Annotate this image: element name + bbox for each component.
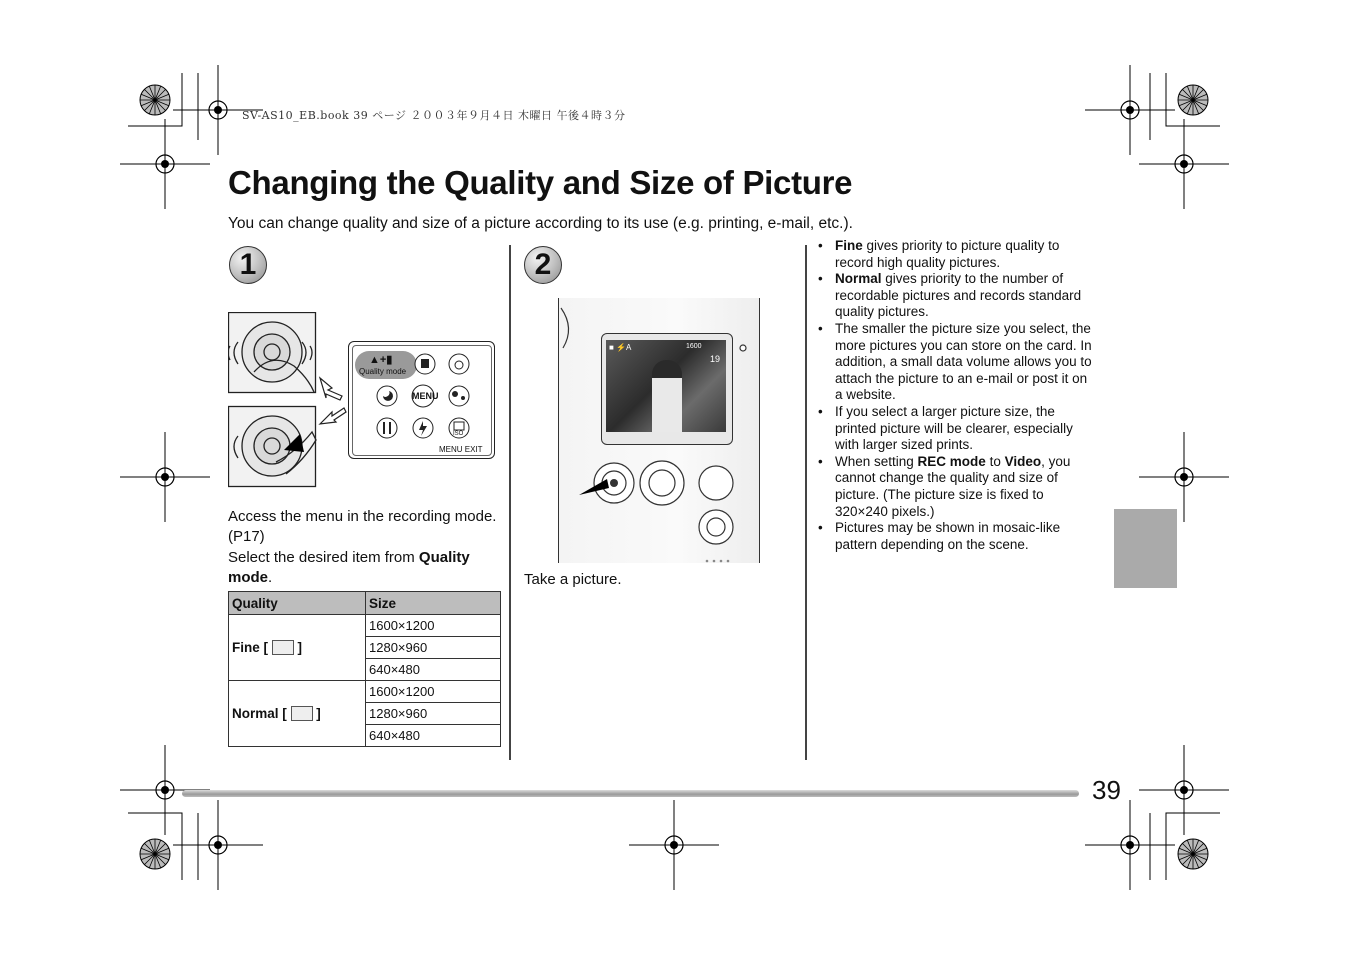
normal-quality-icon: [291, 706, 313, 721]
quality-size-table: [228, 591, 501, 747]
size-cell: 1600×1200: [366, 615, 501, 637]
column-divider-2: [805, 245, 807, 760]
size-cell: 1280×960: [366, 637, 501, 659]
step-1-caption-1: Access the menu in the recording mode. (P17): [228, 508, 497, 545]
notes-list: [818, 238, 1093, 553]
page-number: 39: [1092, 775, 1121, 805]
camera-illustration: [558, 298, 760, 563]
menu-icon-grid: [349, 342, 496, 460]
footer-bar: [182, 790, 1079, 797]
step-2-badge: [524, 246, 562, 284]
quality-mode-term: Quality mode: [228, 549, 470, 586]
table-header-size: Size: [366, 592, 501, 615]
menu-screen: [348, 341, 495, 459]
section-thumb-tab: [1114, 509, 1177, 588]
table-row: [229, 681, 501, 703]
iso-icon-label: ISO: [453, 431, 464, 437]
list-item: • Normal gives priority to the number of recordable pictures and records standard quality pictures.: [818, 271, 1093, 321]
camera-mode-icon: ■ ⚡A: [609, 343, 632, 352]
print-header: SV-AS10_EB.book 39 ページ ２００３年９月４日 木曜日 午後４時３分: [242, 109, 626, 122]
step-1-number: 1: [239, 248, 257, 281]
intro-text: You can change quality and size of a picture according to its use (e.g. printing, e-mail, etc.).: [228, 215, 853, 232]
quality-mode-label: Quality mode: [359, 367, 407, 376]
size-cell: 640×480: [366, 659, 501, 681]
step-1-badge: [229, 246, 267, 284]
menu-icon-label: MENU: [412, 391, 439, 401]
list-item: • Pictures may be shown in mosaic-like pattern depending on the scene.: [818, 520, 1093, 553]
joystick-illustration: [228, 312, 348, 488]
table-row: [229, 615, 501, 637]
fine-quality-icon: [272, 640, 294, 655]
page-title: Changing the Quality and Size of Picture: [228, 164, 853, 201]
lcd-size-readout: 1600: [686, 343, 702, 350]
size-cell: 1600×1200: [366, 681, 501, 703]
quality-normal-cell: Normal [ ]: [229, 681, 366, 747]
list-item: • When setting REC mode to Video, you cannot change the quality and size of picture. (The picture size is fixed to 320×240 pixels.): [818, 454, 1093, 520]
quality-fine-cell: Fine [ ]: [229, 615, 366, 681]
column-divider-1: [509, 245, 511, 760]
list-item: • The smaller the picture size you select, the more pictures you can store on the card. In addition, a small data volume allows you to attach the picture to an e-mail or post it on a website.: [818, 321, 1093, 404]
menu-exit-label: MENU EXIT: [439, 445, 483, 454]
size-cell: 1280×960: [366, 703, 501, 725]
list-item: • Fine gives priority to picture quality to record high quality pictures.: [818, 238, 1093, 271]
table-header-row: [229, 592, 501, 615]
camera-controls: [559, 298, 759, 563]
lcd-counter: 19: [710, 354, 721, 364]
step-2-caption: Take a picture.: [524, 571, 622, 588]
table-header-quality: Quality: [229, 592, 366, 615]
list-item: • If you select a larger picture size, the printed picture will be clearer, especially with larger sized prints.: [818, 404, 1093, 454]
quality-icon: ▲+▮: [369, 354, 393, 366]
step-1-caption-2: Select the desired item from Quality mode.: [228, 549, 470, 586]
size-cell: 640×480: [366, 725, 501, 747]
step-2-number: 2: [534, 248, 552, 281]
